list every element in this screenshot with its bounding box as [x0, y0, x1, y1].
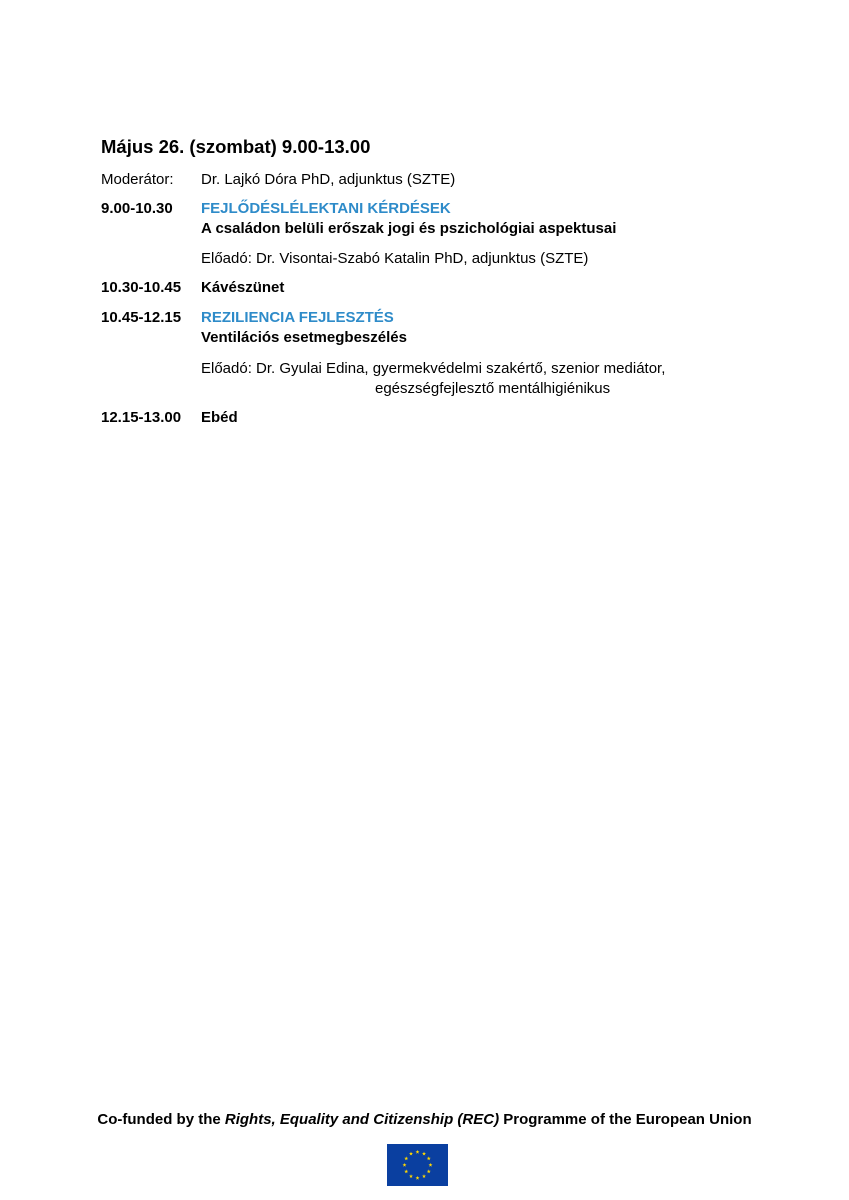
session-time: 10.45-12.15 [101, 309, 182, 326]
session-time: 10.30-10.45 [101, 279, 182, 296]
session-time: 12.15-13.00 [101, 409, 182, 426]
funding-note-prefix: Co-funded by the [97, 1111, 225, 1128]
funding-note-suffix: Programme of the European Union [499, 1111, 752, 1128]
moderator-name: Dr. Lajkó Dóra PhD, adjunktus (SZTE) [201, 171, 456, 188]
session-topic: FEJLŐDÉSLÉLEKTANI KÉRDÉSEK [201, 200, 451, 217]
eu-flag-logo [387, 1144, 448, 1186]
session-speaker-continued: egészségfejlesztő mentálhigiénikus [375, 380, 611, 397]
session-topic: REZILIENCIA FEJLESZTÉS [201, 309, 394, 326]
session-title: Kávészünet [201, 279, 285, 296]
day-title: Május 26. (szombat) 9.00-13.00 [101, 136, 371, 157]
funding-programme-name: Rights, Equality and Citizenship (REC) [224, 1111, 500, 1128]
session-title: A családon belüli erőszak jogi és pszichológiai aspektusai [201, 220, 617, 237]
session-speaker: Előadó: Dr. Gyulai Edina, gyermekvédelmi szakértő, szenior mediátor, [201, 360, 666, 377]
session-title: Ebéd [201, 409, 238, 426]
funding-note [0, 1111, 849, 1128]
session-speaker: Előadó: Dr. Visontai-Szabó Katalin PhD, adjunktus (SZTE) [201, 250, 589, 267]
session-time: 9.00-10.30 [101, 200, 173, 217]
session-title: Ventilációs esetmegbeszélés [201, 329, 407, 346]
eu-flag-stars-icon [387, 1144, 448, 1186]
moderator-label: Moderátor: [101, 171, 174, 188]
